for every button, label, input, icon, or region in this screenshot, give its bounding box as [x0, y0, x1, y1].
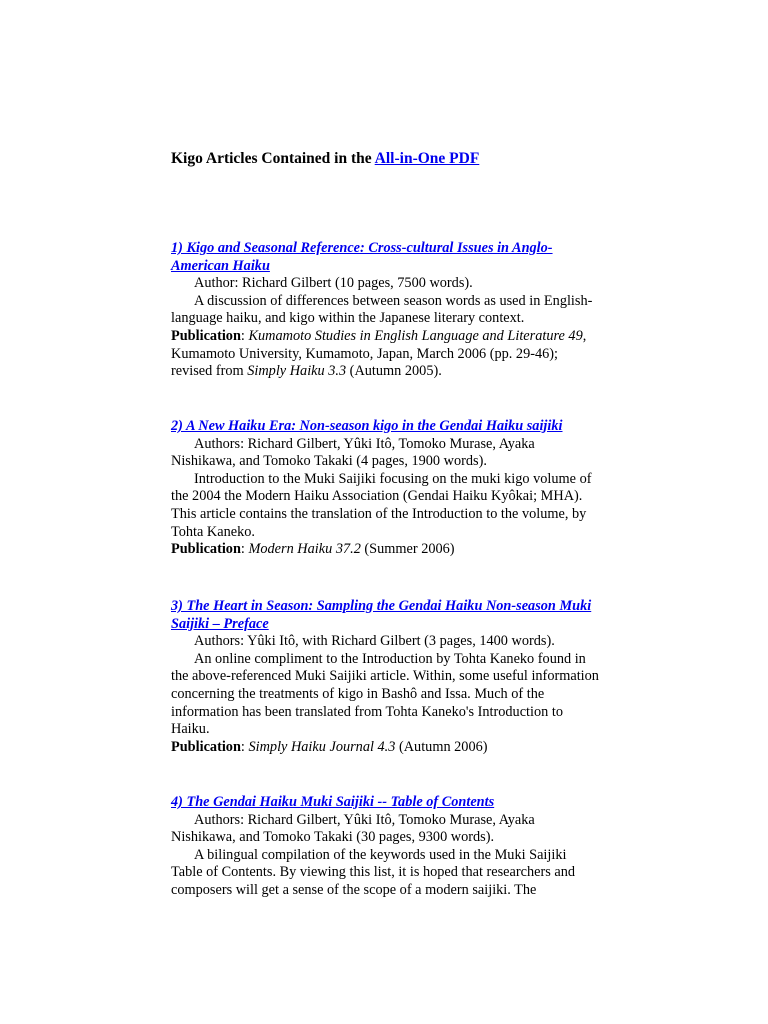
article-3-authors: Authors: Yûki Itô, with Richard Gilbert (3 pages, 1400 words).: [194, 633, 555, 650]
article-2-publication: [171, 541, 601, 559]
article-4-title-link[interactable]: 4) The Gendai Haiku Muki Saijiki -- Table of Contents: [171, 794, 495, 810]
article-4-authors: Authors: Richard Gilbert, Yûki Itô, Tomoko Murase, Ayaka Nishikawa, and Tomoko Takaki (30 pages, 9300 words).: [171, 811, 535, 846]
article-1-title-link[interactable]: 1) Kigo and Seasonal Reference: Cross-cultural Issues in Anglo-American Haiku: [171, 240, 553, 274]
article-1: [171, 240, 601, 381]
article-3: [171, 598, 601, 756]
article-1-publication: [171, 328, 601, 381]
publication-title-2: Simply Haiku 3.3: [247, 363, 347, 380]
article-3-title-link[interactable]: 3) The Heart in Season: Sampling the Gendai Haiku Non-season Muki Saijiki – Preface: [171, 598, 592, 632]
publication-details: (Summer 2006): [360, 541, 455, 558]
publication-separator: :: [240, 738, 249, 755]
publication-label: Publication: [171, 738, 241, 755]
article-2-title-link[interactable]: 2) A New Haiku Era: Non-season kigo in the Gendai Haiku saijiki: [171, 418, 563, 434]
page-title: [171, 149, 611, 169]
all-in-one-pdf-link[interactable]: All-in-One PDF: [374, 150, 480, 167]
article-4: [171, 794, 601, 900]
article-1-authors: Author: Richard Gilbert (10 pages, 7500 words).: [194, 275, 473, 292]
publication-separator: :: [240, 541, 249, 558]
publication-details: , Kumamoto University, Kumamoto, Japan, March 2006 (pp. 29-46); revised from: [171, 327, 587, 380]
publication-title: Simply Haiku Journal 4.3: [248, 738, 396, 755]
publication-separator: :: [240, 327, 249, 344]
publication-label: Publication: [171, 541, 241, 558]
article-1-description: A discussion of differences between season words as used in English-language haiku, and kigo within the Japanese literary context.: [171, 292, 593, 327]
page-title-text: Kigo Articles Contained in the: [171, 150, 375, 167]
publication-title: Kumamoto Studies in English Language and Literature 49: [248, 327, 583, 344]
article-2: [171, 418, 601, 559]
article-3-publication: [171, 739, 601, 757]
publication-details: (Autumn 2006): [395, 738, 488, 755]
publication-title: Modern Haiku 37.2: [248, 541, 361, 558]
article-4-description: A bilingual compilation of the keywords used in the Muki Saijiki Table of Contents. By viewing this list, it is hoped that researchers and composers will get a sense of the scope of a modern saijiki. The: [171, 846, 575, 898]
publication-details-2: (Autumn 2005).: [346, 363, 442, 380]
article-3-description: An online compliment to the Introduction by Tohta Kaneko found in the above-referenced Muki Saijiki article. Within, some useful information concerning the treatments of kigo in Bashô and Issa. Much of the information has been translated from Tohta Kaneko's Introduction to Haiku.: [171, 650, 599, 738]
publication-label: Publication: [171, 327, 241, 344]
article-2-description: Introduction to the Muki Saijiki focusing on the muki kigo volume of the 2004 the Modern Haiku Association (Gendai Haiku Kyôkai; MHA). This article contains the translation of the Introduction to the volume, by Tohta Kaneko.: [171, 470, 592, 540]
article-2-authors: Authors: Richard Gilbert, Yûki Itô, Tomoko Murase, Ayaka Nishikawa, and Tomoko Takaki (4 pages, 1900 words).: [171, 435, 535, 470]
